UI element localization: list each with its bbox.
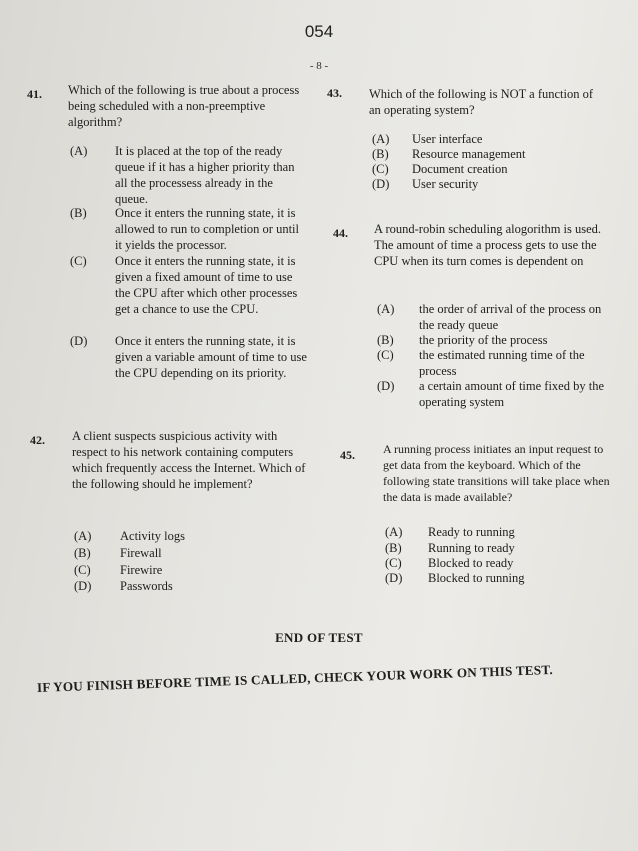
q43-option-a[interactable] — [372, 131, 592, 147]
q45-option-a-text: Ready to running — [428, 525, 515, 539]
q42-option-d-label: (D) — [74, 579, 92, 593]
page-number: - 8 - — [309, 60, 329, 72]
q41-option-d-label: (D) — [70, 334, 88, 348]
q44-number: 44. — [333, 226, 348, 240]
q45-option-b[interactable] — [385, 540, 585, 556]
q42-option-c-label: (C) — [74, 563, 91, 577]
q41-option-c-text: Once it enters the running state, it is given a fixed amount of time to use the CPU after which other processes get a chance to use the CPU. — [115, 254, 298, 316]
q43-option-a-label: (A) — [372, 132, 390, 146]
q45-option-c[interactable] — [385, 555, 585, 571]
q41-option-a-label: (A) — [70, 144, 88, 158]
q44-option-d-text: a certain amount of time fixed by the operating system — [419, 379, 605, 409]
end-of-test-label: END OF TEST — [275, 630, 363, 645]
q45-option-d-text: Blocked to running — [428, 571, 525, 585]
q43-option-d[interactable] — [372, 176, 592, 192]
q45-option-d[interactable] — [385, 570, 585, 586]
q43-option-b[interactable] — [372, 146, 592, 162]
q44-option-b-text: the priority of the process — [419, 333, 548, 347]
q44-option-b[interactable] — [377, 332, 609, 348]
q41-option-b-text: Once it enters the running state, it is allowed to run to completion or until it yields the processor. — [115, 206, 299, 252]
q43-option-d-text: User security — [412, 177, 479, 191]
q42-option-d[interactable] — [74, 578, 274, 594]
q41-option-d-text: Once it enters the running state, it is given a variable amount of time to use the CPU depending on its priority. — [115, 334, 307, 380]
q42-option-a[interactable] — [74, 528, 274, 544]
q45-option-c-text: Blocked to ready — [428, 556, 514, 570]
q44-text: A round-robin scheduling alogorithm is used. The amount of time a process gets to use the CPU when its turn comes is dependent on — [374, 222, 602, 268]
q45-option-a-label: (A) — [385, 525, 403, 539]
exam-code: 054 — [304, 22, 334, 41]
q45-option-a[interactable] — [385, 524, 585, 540]
q42-option-d-text: Passwords — [120, 579, 173, 593]
q43-option-c-label: (C) — [372, 162, 389, 176]
q44-option-a[interactable] — [377, 301, 609, 333]
q43-option-c-text: Document creation — [412, 162, 508, 176]
q41-option-c-label: (C) — [70, 254, 87, 268]
q42-option-b[interactable] — [74, 545, 274, 561]
q41-option-a[interactable] — [70, 143, 310, 207]
finish-instruction: IF YOU FINISH BEFORE TIME IS CALLED, CHECK YOUR WORK ON THIS TEST. — [36, 661, 554, 695]
q43-option-a-text: User interface — [412, 132, 483, 146]
q42-option-b-text: Firewall — [120, 546, 162, 560]
q43-option-b-label: (B) — [372, 147, 389, 161]
q41-number: 41. — [27, 87, 42, 101]
q43-option-d-label: (D) — [372, 177, 390, 191]
q42-option-a-text: Activity logs — [120, 529, 185, 543]
q41-option-a-text: It is placed at the top of the ready queue if it has a higher priority than all the processess already in the queue. — [115, 144, 295, 206]
q44-option-c-text: the estimated running time of the process — [419, 348, 585, 378]
q45-option-b-text: Running to ready — [428, 541, 515, 555]
q42-option-b-label: (B) — [74, 546, 91, 560]
q44-option-b-label: (B) — [377, 333, 394, 347]
q41-option-c[interactable] — [70, 253, 310, 333]
q44-option-a-text: the order of arrival of the process on the ready queue — [419, 302, 602, 332]
q42-option-a-label: (A) — [74, 529, 92, 543]
q41-option-d[interactable] — [70, 333, 310, 397]
q43-number: 43. — [327, 86, 342, 100]
q42-option-c-text: Firewire — [120, 563, 163, 577]
q44-option-a-label: (A) — [377, 302, 395, 316]
q41-option-b-label: (B) — [70, 206, 87, 220]
q45-option-c-label: (C) — [385, 556, 402, 570]
q43-option-c[interactable] — [372, 161, 592, 177]
q44-option-d-label: (D) — [377, 379, 395, 393]
q45-text: A running process initiates an input request to get data from the keyboard. Which of the following state transitions will take place when the data is made available? — [383, 442, 610, 504]
q45-option-d-label: (D) — [385, 571, 403, 585]
q44-option-c[interactable] — [377, 347, 609, 379]
q42-text: A client suspects suspicious activity with respect to his network containing computers which frequently access the Internet. Which of the following should he implement? — [72, 429, 306, 491]
q42-option-c[interactable] — [74, 562, 274, 578]
q44-option-d[interactable] — [377, 378, 609, 410]
q41-text: Which of the following is true about a process being scheduled with a non-preemptive algorithm? — [68, 83, 300, 129]
q43-text: Which of the following is NOT a function of an operating system? — [369, 87, 594, 117]
q44-option-c-label: (C) — [377, 348, 394, 362]
q45-option-b-label: (B) — [385, 541, 402, 555]
q43-option-b-text: Resource management — [412, 147, 526, 161]
q42-number: 42. — [30, 433, 45, 447]
q45-number: 45. — [340, 448, 355, 462]
q41-option-b[interactable] — [70, 205, 310, 253]
